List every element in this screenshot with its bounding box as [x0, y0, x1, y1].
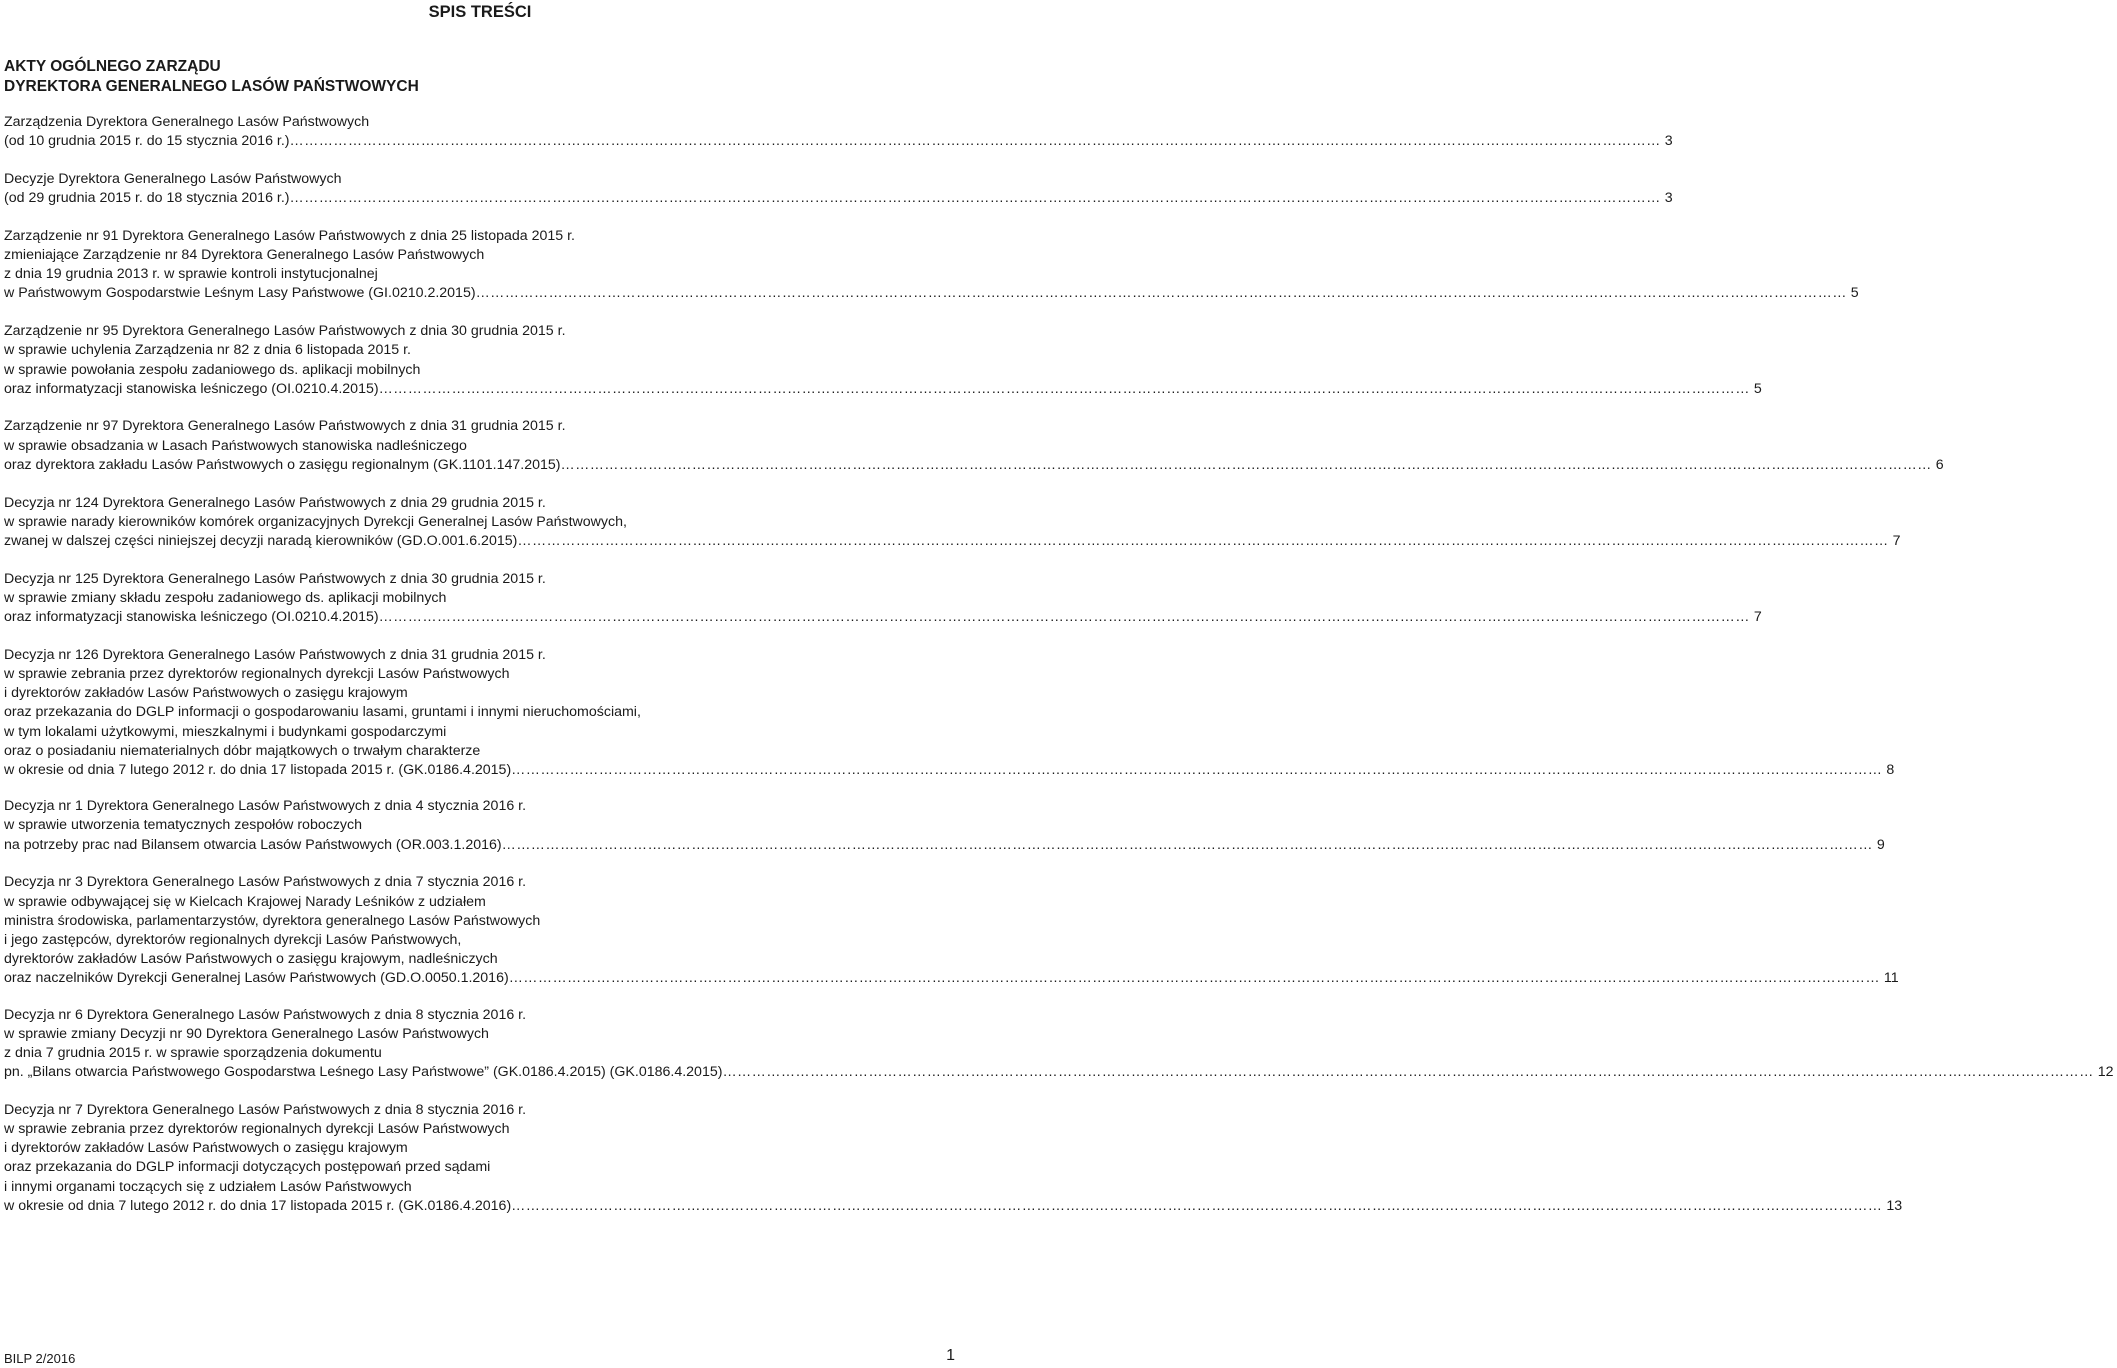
toc-entry-line: w sprawie narady kierowników komórek organizacyjnych Dyrekcji Generalnej Lasów Państwowych,: [4, 513, 627, 530]
toc-entry-line: w sprawie zebrania przez dyrektorów regionalnych dyrekcji Lasów Państwowych: [4, 665, 510, 682]
toc-page-number[interactable]: 7: [1753, 609, 1762, 626]
page-number: 1: [946, 1347, 955, 1364]
toc-entry-last-line: [4, 761, 1895, 780]
toc-page-number[interactable]: 13: [1886, 1197, 1903, 1214]
toc-entry-last-line: [4, 456, 1944, 475]
toc-entry-text: zwanej w dalszej części niniejszej decyzji naradą kierowników (GD.O.001.6.2015): [4, 532, 518, 549]
toc-page-number[interactable]: 5: [1850, 285, 1859, 302]
toc-page-number[interactable]: 7: [1892, 532, 1901, 549]
toc-entry-line: w sprawie utworzenia tematycznych zespołów roboczych: [4, 817, 362, 834]
toc-entry-line: Decyzja nr 6 Dyrektora Generalnego Lasów Państwowych z dnia 8 stycznia 2016 r.: [4, 1006, 527, 1023]
toc-entry-last-line: [4, 284, 1859, 303]
toc-entry[interactable]: [4, 873, 1899, 988]
page-title: SPIS TREŚCI: [428, 3, 532, 21]
toc-entry-text: oraz informatyzacji stanowiska leśniczego (OI.0210.4.2015): [4, 609, 379, 626]
table-of-contents: [4, 113, 2114, 1233]
toc-entry-last-line: [4, 132, 1673, 151]
toc-entry-text: na potrzeby prac nad Bilansem otwarcia Lasów Państwowych (OR.003.1.2016): [4, 836, 502, 853]
toc-entry-line: Zarządzenie nr 91 Dyrektora Generalnego Lasów Państwowych z dnia 25 listopada 2015 r.: [4, 227, 575, 244]
toc-entry-last-line: [4, 836, 1885, 855]
toc-entry-line: i jego zastępców, dyrektorów regionalnych dyrekcji Lasów Państwowych,: [4, 931, 462, 948]
dot-leader: …………………………………………………………………………………………………………………………………………………………………………………………………………………………………………………………: [501, 836, 1873, 853]
dot-leader: …………………………………………………………………………………………………………………………………………………………………………………………………………………………………………………………: [378, 609, 1750, 626]
toc-entry-line: Zarządzenia Dyrektora Generalnego Lasów Państwowych: [4, 114, 370, 130]
toc-entry-text: oraz naczelników Dyrekcji Generalnej Lasów Państwowych (GD.O.0050.1.2016): [4, 970, 509, 987]
toc-page-number[interactable]: 3: [1664, 190, 1673, 207]
dot-leader: …………………………………………………………………………………………………………………………………………………………………………………………………………………………………………………………: [508, 970, 1880, 987]
toc-entry-last-line: [4, 189, 1673, 208]
toc-entry-line: w sprawie obsadzania w Lasach Państwowych stanowiska nadleśniczego: [4, 437, 467, 454]
toc-entry-line: zmieniające Zarządzenie nr 84 Dyrektora Generalnego Lasów Państwowych: [4, 247, 485, 264]
toc-entry-last-line: [4, 608, 1762, 627]
dot-leader: …………………………………………………………………………………………………………………………………………………………………………………………………………………………………………………………: [722, 1064, 2094, 1081]
toc-entry-line: oraz przekazania do DGLP informacji o gospodarowaniu lasami, gruntami i innymi nieruchomościami,: [4, 704, 641, 721]
toc-entry-text: oraz dyrektora zakładu Lasów Państwowych o zasięgu regionalnym (GK.1101.147.2015): [4, 456, 561, 473]
toc-entry-last-line: [4, 969, 1899, 988]
toc-page-number[interactable]: 9: [1876, 836, 1885, 853]
section-heading-line: AKTY OGÓLNEGO ZARZĄDU: [4, 58, 221, 75]
toc-entry-text: w okresie od dnia 7 lutego 2012 r. do dnia 17 listopada 2015 r. (GK.0186.4.2016): [4, 1197, 512, 1214]
toc-entry[interactable]: [4, 1101, 1903, 1216]
toc-entry-last-line: [4, 532, 1901, 551]
dot-leader: …………………………………………………………………………………………………………………………………………………………………………………………………………………………………………………………: [475, 285, 1847, 302]
toc-entry-line: oraz przekazania do DGLP informacji dotyczących postępowań przed sądami: [4, 1159, 491, 1176]
toc-entry-line: w sprawie uchylenia Zarządzenia nr 82 z dnia 6 listopada 2015 r.: [4, 342, 411, 359]
toc-entry[interactable]: [4, 570, 1762, 628]
dot-leader: …………………………………………………………………………………………………………………………………………………………………………………………………………………………………………………………: [289, 133, 1661, 150]
toc-entry[interactable]: [4, 417, 1944, 475]
toc-entry-line: Decyzja nr 126 Dyrektora Generalnego Lasów Państwowych z dnia 31 grudnia 2015 r.: [4, 646, 546, 663]
toc-entry-line: dyrektorów zakładów Lasów Państwowych o zasięgu krajowym, nadleśniczych: [4, 951, 498, 968]
toc-entry-line: w tym lokalami użytkowymi, mieszkalnymi i budynkami gospodarczymi: [4, 723, 447, 740]
dot-leader: …………………………………………………………………………………………………………………………………………………………………………………………………………………………………………………………: [378, 380, 1750, 397]
toc-entry-line: Decyzja nr 3 Dyrektora Generalnego Lasów Państwowych z dnia 7 stycznia 2016 r.: [4, 874, 527, 891]
toc-entry-line: i innymi organami toczących się z udziałem Lasów Państwowych: [4, 1178, 412, 1195]
toc-page-number[interactable]: 11: [1883, 970, 1899, 987]
toc-entry[interactable]: [4, 322, 1762, 399]
toc-entry-line: w sprawie zmiany składu zespołu zadaniowego ds. aplikacji mobilnych: [4, 589, 447, 606]
toc-entry-line: Decyzja nr 7 Dyrektora Generalnego Lasów Państwowych z dnia 8 stycznia 2016 r.: [4, 1101, 527, 1118]
toc-entry[interactable]: [4, 797, 1885, 855]
toc-entry[interactable]: [4, 170, 1673, 208]
toc-page-number[interactable]: 3: [1664, 133, 1673, 150]
toc-entry-text: pn. „Bilans otwarcia Państwowego Gospodarstwa Leśnego Lasy Państwowe” (GK.0186.4.2015) (GK.0186.4.2015): [4, 1064, 723, 1081]
toc-entry[interactable]: [4, 113, 1673, 151]
toc-entry[interactable]: [4, 227, 1859, 304]
toc-entry-line: ministra środowiska, parlamentarzystów, dyrektora generalnego Lasów Państwowych: [4, 912, 541, 929]
toc-page-number[interactable]: 5: [1753, 380, 1762, 397]
toc-entry-line: i dyrektorów zakładów Lasów Państwowych o zasięgu krajowym: [4, 685, 408, 702]
toc-entry-text: (od 29 grudnia 2015 r. do 18 stycznia 2016 r.): [4, 190, 290, 207]
toc-entry-line: w sprawie zmiany Decyzji nr 90 Dyrektora Generalnego Lasów Państwowych: [4, 1025, 489, 1042]
toc-entry-line: Decyzja nr 124 Dyrektora Generalnego Lasów Państwowych z dnia 29 grudnia 2015 r.: [4, 494, 546, 511]
toc-entry-text: w Państwowym Gospodarstwie Leśnym Lasy Państwowe (GI.0210.2.2015): [4, 285, 476, 302]
toc-entry-text: oraz informatyzacji stanowiska leśniczego (OI.0210.4.2015): [4, 380, 379, 397]
dot-leader: …………………………………………………………………………………………………………………………………………………………………………………………………………………………………………………………: [511, 1197, 1883, 1214]
toc-page-number[interactable]: 12: [2097, 1064, 2114, 1081]
toc-entry[interactable]: [4, 646, 1895, 780]
toc-entry-text: w okresie od dnia 7 lutego 2012 r. do dnia 17 listopada 2015 r. (GK.0186.4.2015): [4, 761, 512, 778]
toc-page-number[interactable]: 8: [1886, 761, 1895, 778]
toc-entry-line: Zarządzenie nr 95 Dyrektora Generalnego Lasów Państwowych z dnia 30 grudnia 2015 r.: [4, 323, 566, 340]
toc-entry-last-line: [4, 1063, 2114, 1082]
toc-entry-line: w sprawie zebrania przez dyrektorów regionalnych dyrekcji Lasów Państwowych: [4, 1121, 510, 1138]
toc-entry-line: w sprawie odbywającej się w Kielcach Krajowej Narady Leśników z udziałem: [4, 893, 486, 910]
toc-entry-line: z dnia 19 grudnia 2013 r. w sprawie kontroli instytucjonalnej: [4, 266, 378, 283]
toc-entry-line: Decyzja nr 125 Dyrektora Generalnego Lasów Państwowych z dnia 30 grudnia 2015 r.: [4, 570, 546, 587]
publication-issue: BILP 2/2016: [4, 1351, 76, 1366]
toc-entry-line: Decyzje Dyrektora Generalnego Lasów Państwowych: [4, 170, 342, 187]
toc-entry-line: z dnia 7 grudnia 2015 r. w sprawie sporządzenia dokumentu: [4, 1044, 382, 1061]
toc-entry[interactable]: [4, 1006, 2114, 1083]
dot-leader: …………………………………………………………………………………………………………………………………………………………………………………………………………………………………………………………: [560, 456, 1932, 473]
toc-entry-text: (od 10 grudnia 2015 r. do 15 stycznia 2016 r.): [4, 133, 290, 150]
toc-entry-line: Decyzja nr 1 Dyrektora Generalnego Lasów Państwowych z dnia 4 stycznia 2016 r.: [4, 798, 527, 815]
section-heading: [4, 57, 419, 97]
toc-page-number[interactable]: 6: [1935, 456, 1944, 473]
dot-leader: …………………………………………………………………………………………………………………………………………………………………………………………………………………………………………………………: [517, 532, 1889, 549]
toc-entry-line: i dyrektorów zakładów Lasów Państwowych o zasięgu krajowym: [4, 1140, 408, 1157]
toc-entry-last-line: [4, 1197, 1903, 1216]
toc-entry-last-line: [4, 380, 1762, 399]
dot-leader: …………………………………………………………………………………………………………………………………………………………………………………………………………………………………………………………: [511, 761, 1883, 778]
section-heading-line: DYREKTORA GENERALNEGO LASÓW PAŃSTWOWYCH: [4, 78, 419, 95]
toc-entry-line: oraz o posiadaniu niematerialnych dóbr majątkowych o trwałym charakterze: [4, 742, 481, 759]
toc-entry[interactable]: [4, 494, 1901, 552]
dot-leader: …………………………………………………………………………………………………………………………………………………………………………………………………………………………………………………………: [289, 190, 1661, 207]
toc-entry-line: w sprawie powołania zespołu zadaniowego ds. aplikacji mobilnych: [4, 361, 421, 378]
toc-entry-line: Zarządzenie nr 97 Dyrektora Generalnego Lasów Państwowych z dnia 31 grudnia 2015 r.: [4, 418, 566, 435]
